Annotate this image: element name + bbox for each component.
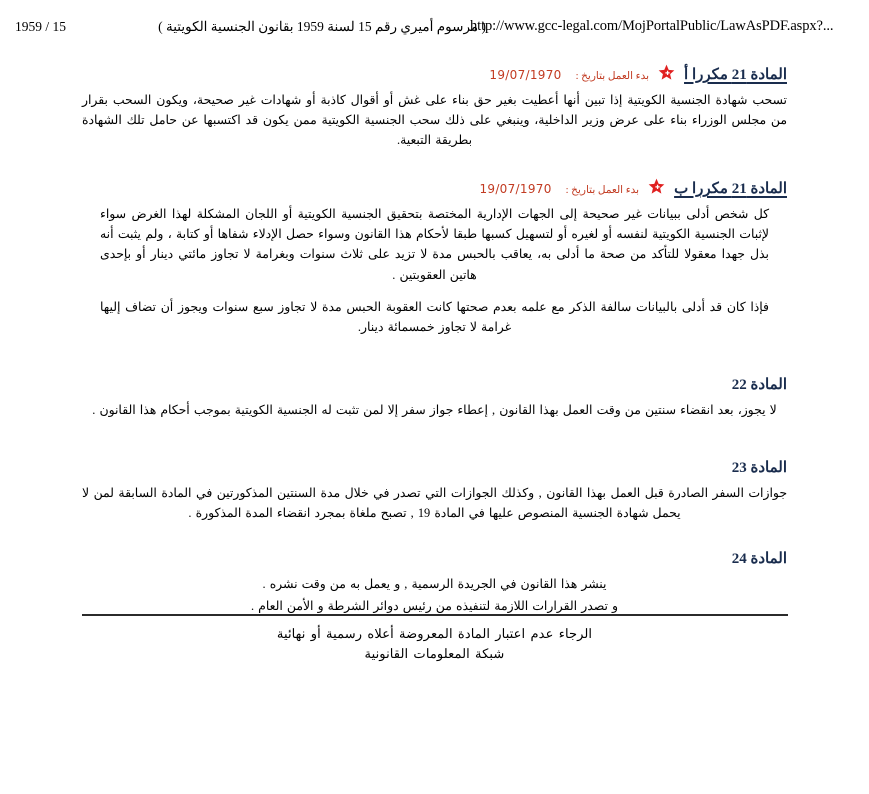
article-paragraph: ينشر هذا القانون في الجريدة الرسمية , و يعمل به من وقت نشره . [262,577,607,592]
footer-disclaimer-line-1: الرجاء عدم اعتبار المادة المعروضة أعلاه رسمية أو نهائية [276,626,593,641]
article-paragraph: جوازات السفر الصادرة قبل العمل بهذا القانون , وكذلك الجوازات التي تصدر في خلال مدة السنتين المذكورتين في المادة السابقة لمن لا يحمل شهادة الجنسية المنصوص عليها في المادة 19 , تصبح ملغاة بمجرد انقضاء المدة المذكورة . [82,485,787,521]
article-body [82,483,787,523]
page-header [0,18,869,44]
article-body [82,574,787,616]
article-paragraph: لا يجوز، بعد انقضاء سنتين من وقت العمل بهذا القانون , إعطاء جواز سفر إلا لمن تثبت له الجنسية الكويتية بموجب أحكام هذا القانون . [92,402,777,417]
effective-date-label: بدء العمل بتاريخ : [565,185,640,197]
article-21-mukarrar-a [82,62,787,150]
article-23 [82,458,787,523]
article-title: المادة 21 مكررا ب [674,181,787,198]
article-heading-row [82,62,787,84]
article-heading-row [82,458,787,477]
article-heading-row [82,549,787,568]
document-reference-number: 1959 / 15 [15,19,67,34]
article-title: المادة 21 مكررا أ [684,67,787,83]
article-title: المادة 24 [731,551,787,568]
article-title: المادة 23 [731,459,787,476]
article-title: المادة 22 [731,376,787,393]
article-paragraph: و تصدر القرارات اللازمة لتنفيذه من رئيس دوائر الشرطة و الأمن العام . [250,599,618,614]
document-title-text: ( مرسوم أميري رقم 15 لسنة 1959 بقانون الجنسية الكويتية ) [158,19,486,34]
document-body [82,62,787,620]
effective-date-value: 19/07/1970 [479,182,552,197]
article-paragraph: فإذا كان قد أدلى بالبيانات سالفة الذكر مع علمه بعدم صحتها كانت العقوبة الحبس مدة لا تجاوز سبع سنوات ويجوز أن تضاف إليها غرامة لا تجاوز خمسمائة دينار. [100,299,769,334]
spacer [82,527,787,549]
article-heading-row [82,375,787,394]
article-paragraph: تسحب شهادة الجنسية الكويتية إذا تبين أنها أعطيت بغير حق بناء على غش أو أقوال كاذبة أو شهادات غير صحيحة، ويكون السحب بقرار من مجلس الوزراء بناء على عرض وزير الداخلية، وينبغي على ذلك سحب الجنسية الكويتية ممن يكون قد اكتسبها عن حامل تلك الشهادة بطريقة التبعية. [82,93,787,148]
star-plus-icon [648,178,665,195]
footer-source-name: شبكة المعلومات القانونية [364,646,505,662]
footer-disclaimer [0,624,869,665]
spacer [82,341,787,375]
article-body [82,400,787,420]
article-heading-row [82,176,787,198]
spacer [82,154,787,176]
effective-date-value: 19/07/1970 [489,68,562,82]
article-21-mukarrar-b [82,176,787,337]
article-24 [82,549,787,616]
article-body [82,204,787,337]
effective-date-label: بدء العمل بتاريخ : [575,71,650,82]
star-plus-icon [658,64,675,81]
source-url-text: http://www.gcc-legal.com/MojPortalPublic/LawAsPDF.aspx?... [470,18,834,34]
footer-divider [82,614,788,616]
article-paragraph: كل شخص أدلى ببيانات غير صحيحة إلى الجهات الإدارية المختصة بتحقيق الجنسية الكويتية أو اللجان المشكلة لهذا الغرض سواء لإثبات الجنسية الكويتية لنفسه أو لغيره أو لتسهيل كسبها طبقا لأحكام هذا القانون وسواء حصل الإدلاء شفاها أو كتابة ، ولم يثبت أنه بذل جهدا معقولا للتأكد من صحة ما أدلى به، يعاقب بالحبس مدة لا تزيد على ثلاث سنوات وبغرامة لا تجاوز مائتي دينار أو بإحدى هاتين العقوبتين . [100,207,769,282]
spacer [82,287,787,297]
spacer [82,424,787,458]
article-22 [82,375,787,420]
article-body [82,90,787,150]
